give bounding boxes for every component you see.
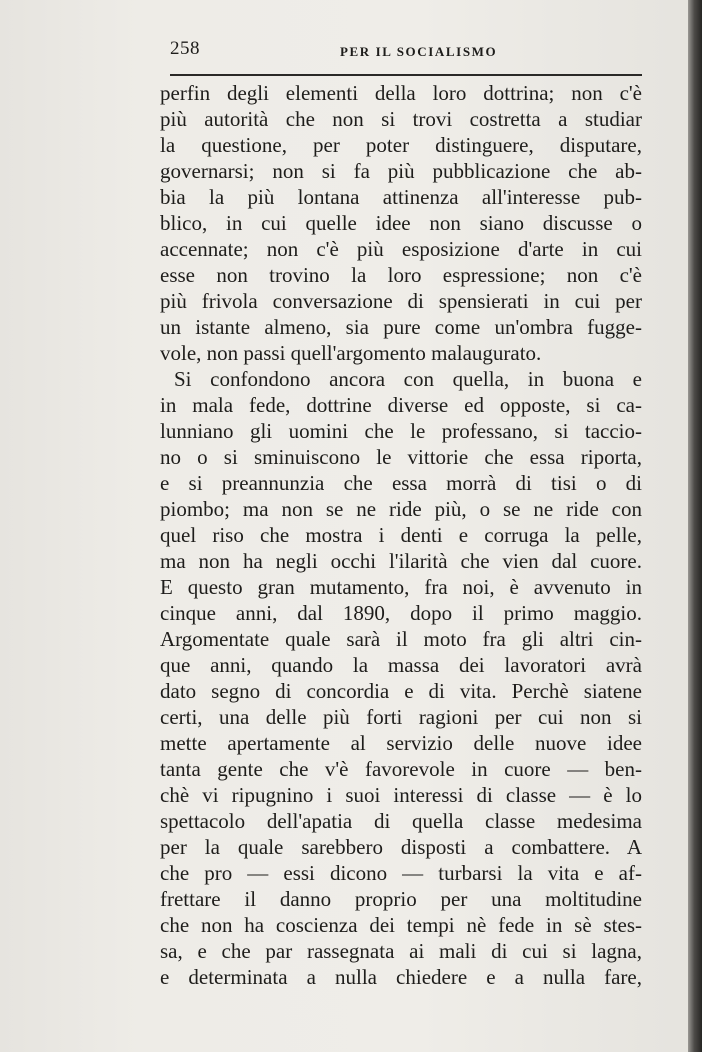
text-line: perfin degli elementi della loro dottrina; non c'è [160,81,642,105]
text-line: spettacolo dell'apatia di quella classe medesima [160,809,642,833]
text-line: vole, non passi quell'argomento malaugurato. [160,341,542,365]
text-line: e si preannunzia che essa morrà di tisi o di [160,471,642,495]
text-line: cinque anni, dal 1890, dopo il primo maggio. [160,601,642,625]
text-line: frettare il danno proprio per una moltitudine [160,887,642,911]
running-title: PER IL SOCIALISMO [340,44,498,59]
text-line: per la quale sarebbero disposti a combattere. A [160,835,642,859]
text-line: ma non ha negli occhi l'ilarità che vien dal cuore. [160,549,642,573]
text-line: dato segno di concordia e di vita. Perchè siatene [160,679,642,703]
text-line: sa, e che par rassegnata ai mali di cui si lagna, [160,939,642,963]
text-line: accennate; non c'è più esposizione d'arte in cui [160,237,642,261]
text-line: che non ha coscienza dei tempi nè fede in sè stes- [160,913,642,937]
text-line: certi, una delle più forti ragioni per cui non si [160,705,642,729]
paragraph-start-line: Si confondono ancora con quella, in buona e [174,367,642,391]
text-line: Argomentate quale sarà il moto fra gli altri cin- [160,627,642,651]
text-line: que anni, quando la massa dei lavoratori avrà [160,653,642,677]
body-text [160,80,642,990]
text-line: più frivola conversazione di spensierati in cui per [160,289,642,313]
text-line: tanta gente che v'è favorevole in cuore — ben- [160,757,642,781]
text-line: no o si sminuiscono le vittorie che essa riporta, [160,445,642,469]
binding-edge [688,0,702,1052]
text-line: lunniano gli uomini che le professano, si taccio- [160,419,642,443]
text-line: in mala fede, dottrine diverse ed opposte, si ca- [160,393,642,417]
header-rule [170,74,642,76]
text-line: governarsi; non si fa più pubblicazione che ab- [160,159,642,183]
text-line: bia la più lontana attinenza all'interesse pub- [160,185,642,209]
text-line: più autorità che non si trovi costretta a studiar [160,107,642,131]
text-line: E questo gran mutamento, fra noi, è avvenuto in [160,575,642,599]
text-line: piombo; ma non se ne ride più, o se ne ride con [160,497,642,521]
page-number: 258 [170,38,200,59]
text-line: quel riso che mostra i denti e corruga la pelle, [160,523,642,547]
page-header [0,0,702,90]
text-line: mette apertamente al servizio delle nuove idee [160,731,642,755]
text-line: un istante almeno, sia pure come un'ombra fugge- [160,315,642,339]
text-line: che pro — essi dicono — turbarsi la vita e af- [160,861,642,885]
text-line: la questione, per poter distinguere, disputare, [160,133,642,157]
text-line: blico, in cui quelle idee non siano discusse o [160,211,642,235]
text-line: e determinata a nulla chiedere e a nulla fare, [160,965,642,989]
text-line: chè vi ripugnino i suoi interessi di classe — è lo [160,783,642,807]
text-line: esse non trovino la loro espressione; non c'è [160,263,642,287]
